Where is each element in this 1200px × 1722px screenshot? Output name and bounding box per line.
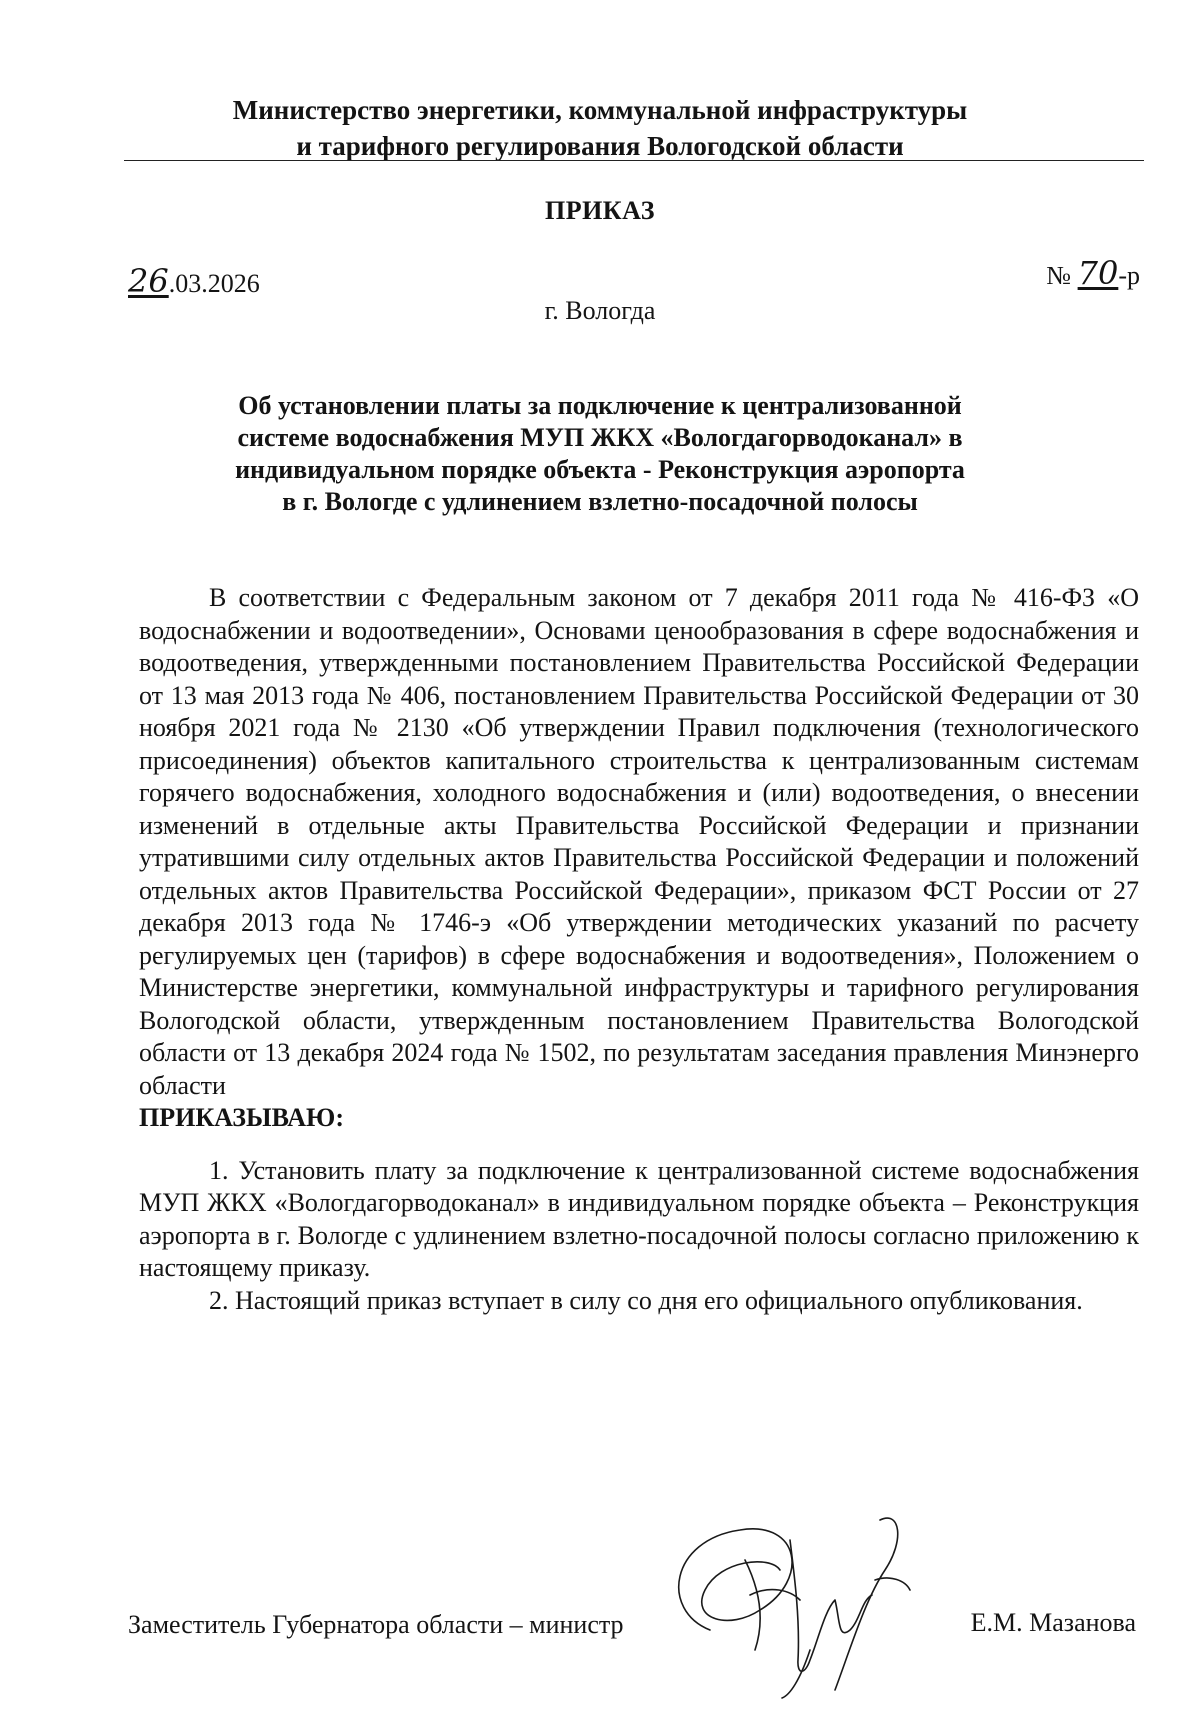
signatory-role: Заместитель Губернатора области – министр: [128, 1610, 624, 1639]
document-date: [128, 262, 260, 300]
ministry-header: [0, 92, 1200, 164]
number-suffix: -р: [1118, 261, 1140, 290]
title-line: индивидуальном порядке объекта - Реконструкция аэропорта: [235, 455, 965, 484]
document-city: г. Вологда: [544, 296, 656, 325]
header-divider: [124, 160, 1144, 161]
title-line: Об установлении платы за подключение к централизованной: [238, 391, 962, 420]
title-line: в г. Вологде с удлинением взлетно-посадочной полосы: [282, 487, 918, 516]
preamble-paragraph: В соответствии с Федеральным законом от 7 декабря 2011 года № 416-ФЗ «О водоснабжении и водоотведении», Основами ценообразования в сфере водоснабжения и водоотведения, утвержденными постановлением Правительства Российской Федерации от 13 мая 2013 года № 406, постановлением Правительства Российской Федерации от 30 ноября 2021 года № 2130 «Об утверждении Правил подключения (технологического присоединения) объектов капитального строительства к централизованным системам горячего водоснабжения, холодного водоснабжения и (или) водоотведения, о внесении изменений в отдельные акты Правительства Российской Федерации и признании утратившими силу отдельных актов Правительства Российской Федерации и положений отдельных актов Правительства Российской Федерации», приказом ФСТ России от 27 декабря 2013 года № 1746-э «Об утверждении методических указаний по расчету регулируемых цен (тарифов) в сфере водоснабжения и водоотведения», Положением о Министерстве энергетики, коммунальной инфраструктуры и тарифного регулирования Вологодской области, утвержденным постановлением Правительства Вологодской области от 13 декабря 2024 года № 1502, по результатам заседания правления Минэнерго области: [139, 583, 1139, 1100]
document-type: ПРИКАЗ: [544, 196, 656, 225]
document-body: [139, 582, 1139, 1317]
number-prefix: №: [1046, 261, 1078, 290]
handwritten-signature: [650, 1500, 980, 1700]
document-title: [0, 390, 1200, 518]
document-number: [1046, 254, 1140, 292]
date-rest: .03.2026: [168, 269, 260, 298]
date-day-handwritten: 26: [128, 262, 169, 300]
signatory-name: Е.М. Мазанова: [970, 1608, 1136, 1637]
order-item-1: 1. Установить плату за подключение к централизованной системе водоснабжения МУП ЖКХ «Вологдагорводоканал» в индивидуальном порядке объекта – Реконструкция аэропорта в г. Вологде с удлинением взлетно-посадочной полосы согласно приложению к настоящему приказу.: [139, 1155, 1139, 1282]
order-items: [139, 1155, 1139, 1318]
ministry-header-line2: и тарифного регулирования Вологодской области: [296, 131, 904, 161]
ministry-header-line1: Министерство энергетики, коммунальной инфраструктуры: [232, 95, 968, 125]
number-handwritten: 70: [1077, 254, 1119, 292]
order-item-2: 2. Настоящий приказ вступает в силу со дня его официального опубликования.: [209, 1285, 1083, 1315]
title-line: системе водоснабжения МУП ЖКХ «Вологдагорводоканал» в: [237, 423, 963, 452]
order-word: ПРИКАЗЫВАЮ:: [139, 1103, 344, 1132]
